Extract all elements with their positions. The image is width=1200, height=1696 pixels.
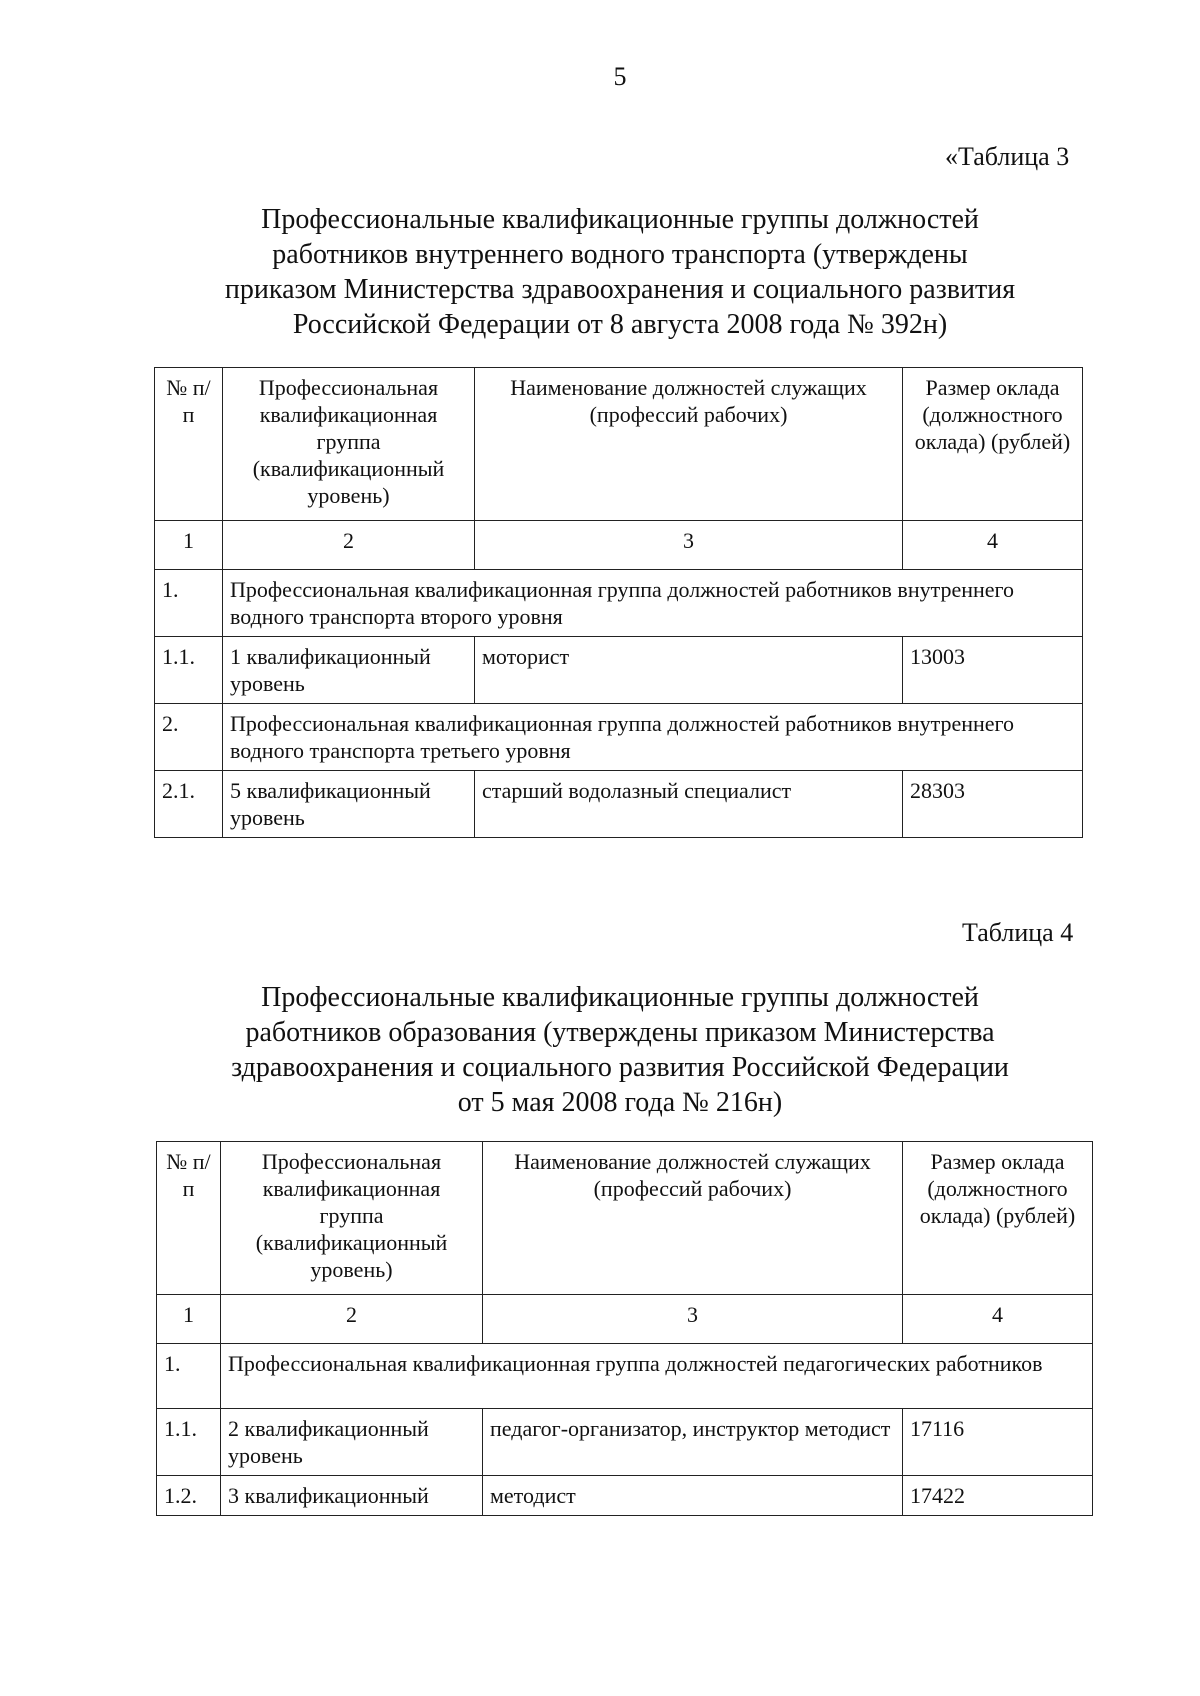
table3 xyxy=(154,367,1083,838)
page-number: 5 xyxy=(613,62,627,91)
row-level: 1 квалификационный уровень xyxy=(223,637,475,704)
table-row xyxy=(155,637,1083,704)
row-salary: 13003 xyxy=(903,637,1083,704)
group-number: 1. xyxy=(155,570,223,637)
row-positions: педагог-организатор, инструктор методист xyxy=(483,1409,903,1476)
table4-title-line: здравоохранения и социального развития Российской Федерации xyxy=(231,1052,1009,1083)
row-level: 3 квалификационный xyxy=(221,1476,483,1516)
table4-label: Таблица 4 xyxy=(962,918,1074,947)
row-level: 5 квалификационный уровень xyxy=(223,771,475,838)
table3-title xyxy=(150,202,1090,342)
row-salary: 28303 xyxy=(903,771,1083,838)
row-positions: старший водолазный специалист xyxy=(475,771,903,838)
column-number: 1 xyxy=(155,521,223,570)
row-positions: моторист xyxy=(475,637,903,704)
header-cell-salary: Размер оклада (должностного оклада) (рублей) xyxy=(903,1142,1093,1295)
table3-group-row xyxy=(155,570,1083,637)
header-cell-num: № п/п xyxy=(157,1142,221,1295)
row-number: 1.2. xyxy=(157,1476,221,1516)
header-cell-group: Профессиональная квалификационная группа (квалификационный уровень) xyxy=(221,1142,483,1295)
column-number: 3 xyxy=(483,1295,903,1344)
column-number: 3 xyxy=(475,521,903,570)
column-number: 4 xyxy=(903,1295,1093,1344)
table4-column-numbers-row xyxy=(157,1295,1093,1344)
row-positions: методист xyxy=(483,1476,903,1516)
row-number: 1.1. xyxy=(157,1409,221,1476)
table4-title-line: работников образования (утверждены приказом Министерства xyxy=(245,1017,995,1048)
table3-title-line: Российской Федерации от 8 августа 2008 года № 392н) xyxy=(292,309,948,340)
table3-title-line: приказом Министерства здравоохранения и социального развития xyxy=(224,274,1016,305)
column-number: 4 xyxy=(903,521,1083,570)
table4-title xyxy=(150,980,1090,1120)
table4-group-row xyxy=(157,1344,1093,1409)
row-number: 2.1. xyxy=(155,771,223,838)
table4-title-line: Профессиональные квалификационные группы должностей xyxy=(261,982,979,1013)
row-level: 2 квалификационный уровень xyxy=(221,1409,483,1476)
table3-title-line: Профессиональные квалификационные группы должностей xyxy=(261,204,979,235)
table3-label: «Таблица 3 xyxy=(945,142,1070,171)
group-number: 1. xyxy=(157,1344,221,1409)
table3-title-line: работников внутреннего водного транспорта (утверждены xyxy=(272,239,968,270)
header-cell-group: Профессиональная квалификационная группа (квалификационный уровень) xyxy=(223,368,475,521)
header-cell-positions: Наименование должностей служащих (профессий рабочих) xyxy=(475,368,903,521)
row-salary: 17116 xyxy=(903,1409,1093,1476)
table3-column-numbers-row xyxy=(155,521,1083,570)
column-number: 2 xyxy=(221,1295,483,1344)
row-number: 1.1. xyxy=(155,637,223,704)
column-number: 1 xyxy=(157,1295,221,1344)
group-title: Профессиональная квалификационная группа должностей работников внутреннего водного транспорта второго уровня xyxy=(223,570,1083,637)
row-salary: 17422 xyxy=(903,1476,1093,1516)
table-row xyxy=(155,771,1083,838)
group-title: Профессиональная квалификационная группа должностей педагогических работников xyxy=(221,1344,1093,1409)
header-cell-salary: Размер оклада (должностного оклада) (рублей) xyxy=(903,368,1083,521)
header-cell-num: № п/п xyxy=(155,368,223,521)
table4-header-row xyxy=(157,1142,1093,1295)
table4-title-line: от 5 мая 2008 года № 216н) xyxy=(457,1087,783,1118)
group-number: 2. xyxy=(155,704,223,771)
header-cell-positions: Наименование должностей служащих (профессий рабочих) xyxy=(483,1142,903,1295)
table3-header-row xyxy=(155,368,1083,521)
table3-group-row xyxy=(155,704,1083,771)
table4 xyxy=(156,1141,1093,1516)
group-title: Профессиональная квалификационная группа должностей работников внутреннего водного транспорта третьего уровня xyxy=(223,704,1083,771)
table-row xyxy=(157,1409,1093,1476)
table-row xyxy=(157,1476,1093,1516)
column-number: 2 xyxy=(223,521,475,570)
